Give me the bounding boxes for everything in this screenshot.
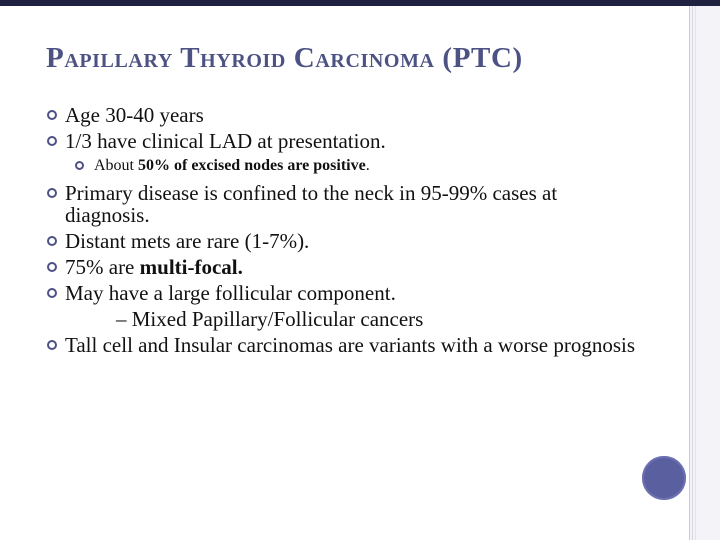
circle-bullet-icon — [47, 110, 57, 120]
bullet-text: Primary disease is confined to the neck in 95-99% cases at diagnosis. — [65, 181, 558, 227]
bullet-item-primary-disease — [46, 182, 646, 226]
bullet-text-emphasis: multi-focal. — [139, 255, 243, 279]
bullet-text-emphasis: 50% of excised nodes are positive — [138, 157, 366, 174]
bullet-item-multifocal — [46, 256, 646, 278]
bullet-text: – Mixed Papillary/Follicular cancers — [116, 307, 424, 331]
bullet-item-age — [46, 104, 646, 126]
slide-title: Papillary Thyroid Carcinoma (PTC) — [46, 42, 523, 74]
top-border-bar — [0, 0, 720, 6]
dash-item-mixed-cancers — [46, 308, 646, 330]
bullet-text: Tall cell and Insular carcinomas are variants with a worse prognosis — [65, 333, 636, 357]
bullet-text-prefix: 75% are — [65, 255, 140, 279]
bullet-text: May have a large follicular component. — [65, 281, 396, 305]
sub-bullet-item-excised-nodes — [46, 156, 646, 176]
circle-bullet-icon — [47, 288, 57, 298]
circle-bullet-icon — [47, 262, 57, 272]
bullet-text: Age 30-40 years — [65, 103, 204, 127]
bullet-item-variants — [46, 334, 646, 356]
bullet-text-suffix: . — [365, 157, 370, 174]
circle-bullet-icon — [47, 136, 57, 146]
slide-indicator-dot — [642, 456, 686, 500]
bullet-text-prefix: About — [94, 157, 138, 174]
bullet-item-distant-mets — [46, 230, 646, 252]
bullet-list — [46, 104, 646, 360]
bullet-item-follicular — [46, 282, 646, 304]
circle-bullet-icon — [47, 188, 57, 198]
circle-bullet-icon — [47, 236, 57, 246]
bullet-text: 1/3 have clinical LAD at presentation. — [65, 129, 386, 153]
bullet-item-clinical-lad — [46, 130, 646, 152]
right-decorative-rail — [689, 6, 720, 540]
bullet-text: Distant mets are rare (1-7%). — [65, 229, 310, 253]
circle-bullet-icon — [47, 340, 57, 350]
circle-bullet-icon — [75, 161, 84, 170]
